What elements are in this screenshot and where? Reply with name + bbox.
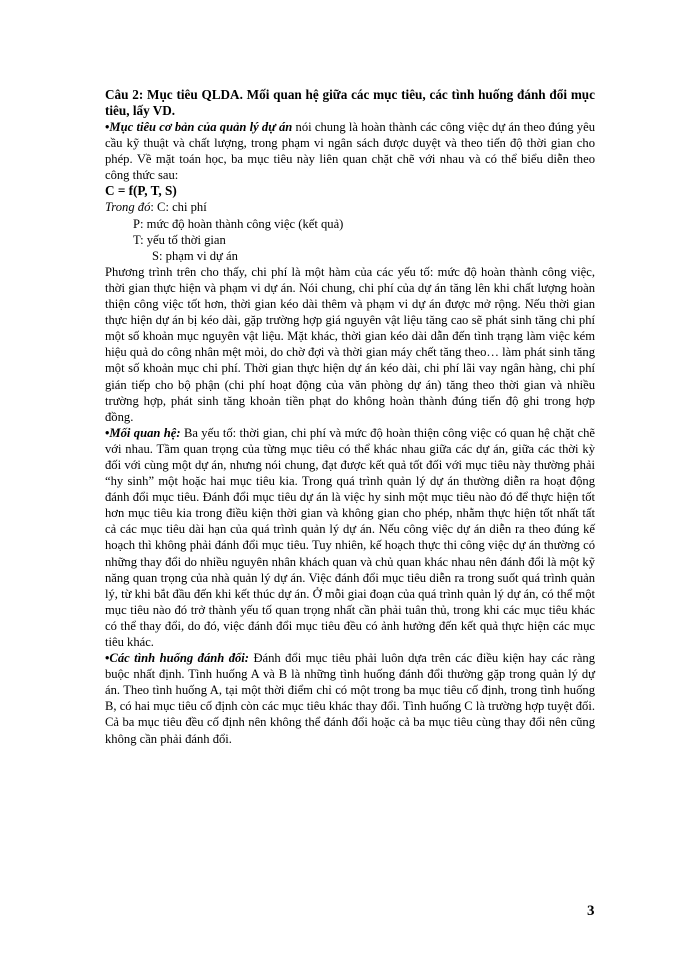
bullet: •: [105, 651, 110, 666]
bullet: •: [105, 425, 110, 440]
text-tradeoff-situations: Đánh đổi mục tiêu phải luôn dựa trên các điều kiện hay các ràng buộc nhất định. Tình huống A và B là những tình huống đánh đổi thường gặp trong quản lý dự án. Theo tình huống A, tại một thời điểm chỉ có một trong ba mục tiêu cố định, trong tình huống B, có hai mục tiêu cố định còn các mục tiêu khác thay đổi. Tình huống C là trường hợp tuyệt đối. Cả ba mục tiêu đều cố định nên không thể đánh đổi hoặc cả ba mục tiêu cùng thay đổi nên cũng không cần phải đánh đổi.: [105, 651, 595, 746]
where-t: T: yếu tố thời gian: [133, 232, 226, 247]
page-content: [105, 87, 595, 747]
heading-tradeoff-situations: Các tình huống đánh đổi:: [109, 651, 249, 666]
bullet: •: [105, 120, 110, 134]
paragraph-tradeoff-situations: [105, 650, 595, 747]
text-relationship: Ba yếu tố: thời gian, chi phí và mức độ hoàn thiện công việc có quan hệ chặt chẽ với nhau. Tầm quan trọng của từng mục tiêu có thể khác nhau giữa các dự án, giữa các thời kỳ đối với cùng một dự án, nhưng nói chung, đạt được kết quả tốt đối với mục tiêu này thường phải “hy sinh” một hoặc hai mục tiêu kia. Trong quá trình quản lý dự án thường diễn ra hoạt động đánh đổi mục tiêu. Đánh đổi mục tiêu dự án là việc hy sinh một mục tiêu nào đó để thực hiện tốt hơn mục tiêu kia trong điều kiện thời gian và không gian cho phép, nhằm thực hiện tốt nhất tất cả các mục tiêu dài hạn của quá trình quản lý dự án. Nếu công việc dự án diễn ra theo đúng kế hoạch thì không phải đánh đổi mục tiêu. Tuy nhiên, kế hoạch thực thi công việc dự án thường có những thay đổi do nhiều nguyên nhân khách quan và chủ quan khác nhau nên đánh đổi là một kỹ năng quan trọng của nhà quản lý dự án. Việc đánh đổi mục tiêu diễn ra trong suốt quá trình quản lý, từ khi bắt đầu đến khi kết thúc dự án. Ở mỗi giai đoạn của quá trình quản lý dự án, có thể một mục tiêu nào đó trở thành yếu tố quan trọng nhất cần phải tuân thủ, trong khi các mục tiêu khác có thể thay đổi, do đó, việc đánh đổi mục tiêu đều có ảnh hưởng đến kết quả thực hiện các mục tiêu khác.: [105, 425, 595, 649]
section-title: Câu 2: Mục tiêu QLDA. Mối quan hệ giữa các mục tiêu, các tình huống đánh đổi mục tiêu, lấy VD.: [105, 87, 595, 118]
heading-basic-objectives: Mục tiêu cơ bản của quản lý dự án: [109, 120, 293, 134]
where-p: P: mức độ hoàn thành công việc (kết quả): [133, 216, 344, 231]
page-number: 3: [587, 903, 595, 919]
where-c-text: : C: chi phí: [150, 200, 207, 215]
paragraph-relationship: [105, 425, 595, 650]
paragraph-explanation: Phương trình trên cho thấy, chi phí là một hàm của các yếu tố: mức độ hoàn thành công việc, thời gian thực hiện và phạm vi dự án. Nói chung, chi phí của dự án tăng lên khi chất lượng hoàn thiện công việc tốt hơn, thời gian kéo dài thêm và phạm vi dự án được mở rộng. Nếu thời gian thực hiện dự án bị kéo dài, gặp trường hợp giá nguyên vật liệu tăng cao sẽ phát sinh tăng chi phí một số khoản mục nguyên vật liệu. Mặt khác, thời gian kéo dài dẫn đến tình trạng làm việc kém hiệu quả do công nhân mệt mỏi, do chờ đợi và thời gian máy chết tăng theo… làm phát sinh tăng một số khoản mục chi phí. Thời gian thực hiện dự án kéo dài, chi phí lãi vay ngân hàng, chi phí gián tiếp cho bộ phận (chi phí hoạt động của văn phòng dự án) tăng theo thời gian và nhiều trường hợp, phát sinh tăng khoản tiền phạt do không hoàn thành đúng tiến độ ghi trong hợp đồng.: [105, 264, 595, 424]
heading-relationship: Mối quan hệ:: [109, 425, 181, 440]
where-label: Trong đó: [105, 200, 151, 215]
formula: C = f(P, T, S): [105, 183, 177, 199]
paragraph-basic-objectives: [105, 119, 595, 183]
where-c: [105, 199, 595, 215]
where-s: S: phạm vi dự án: [152, 248, 238, 263]
text-basic-objectives: nói chung là hoàn thành các công việc dự án theo đúng yêu cầu kỹ thuật và chất lượng, trong phạm vi ngân sách được duyệt và theo tiến độ thời gian cho phép. Về mặt toán học, ba mục tiêu này liên quan chặt chẽ với nhau và có thể biểu diễn theo công thức sau:: [105, 120, 595, 183]
